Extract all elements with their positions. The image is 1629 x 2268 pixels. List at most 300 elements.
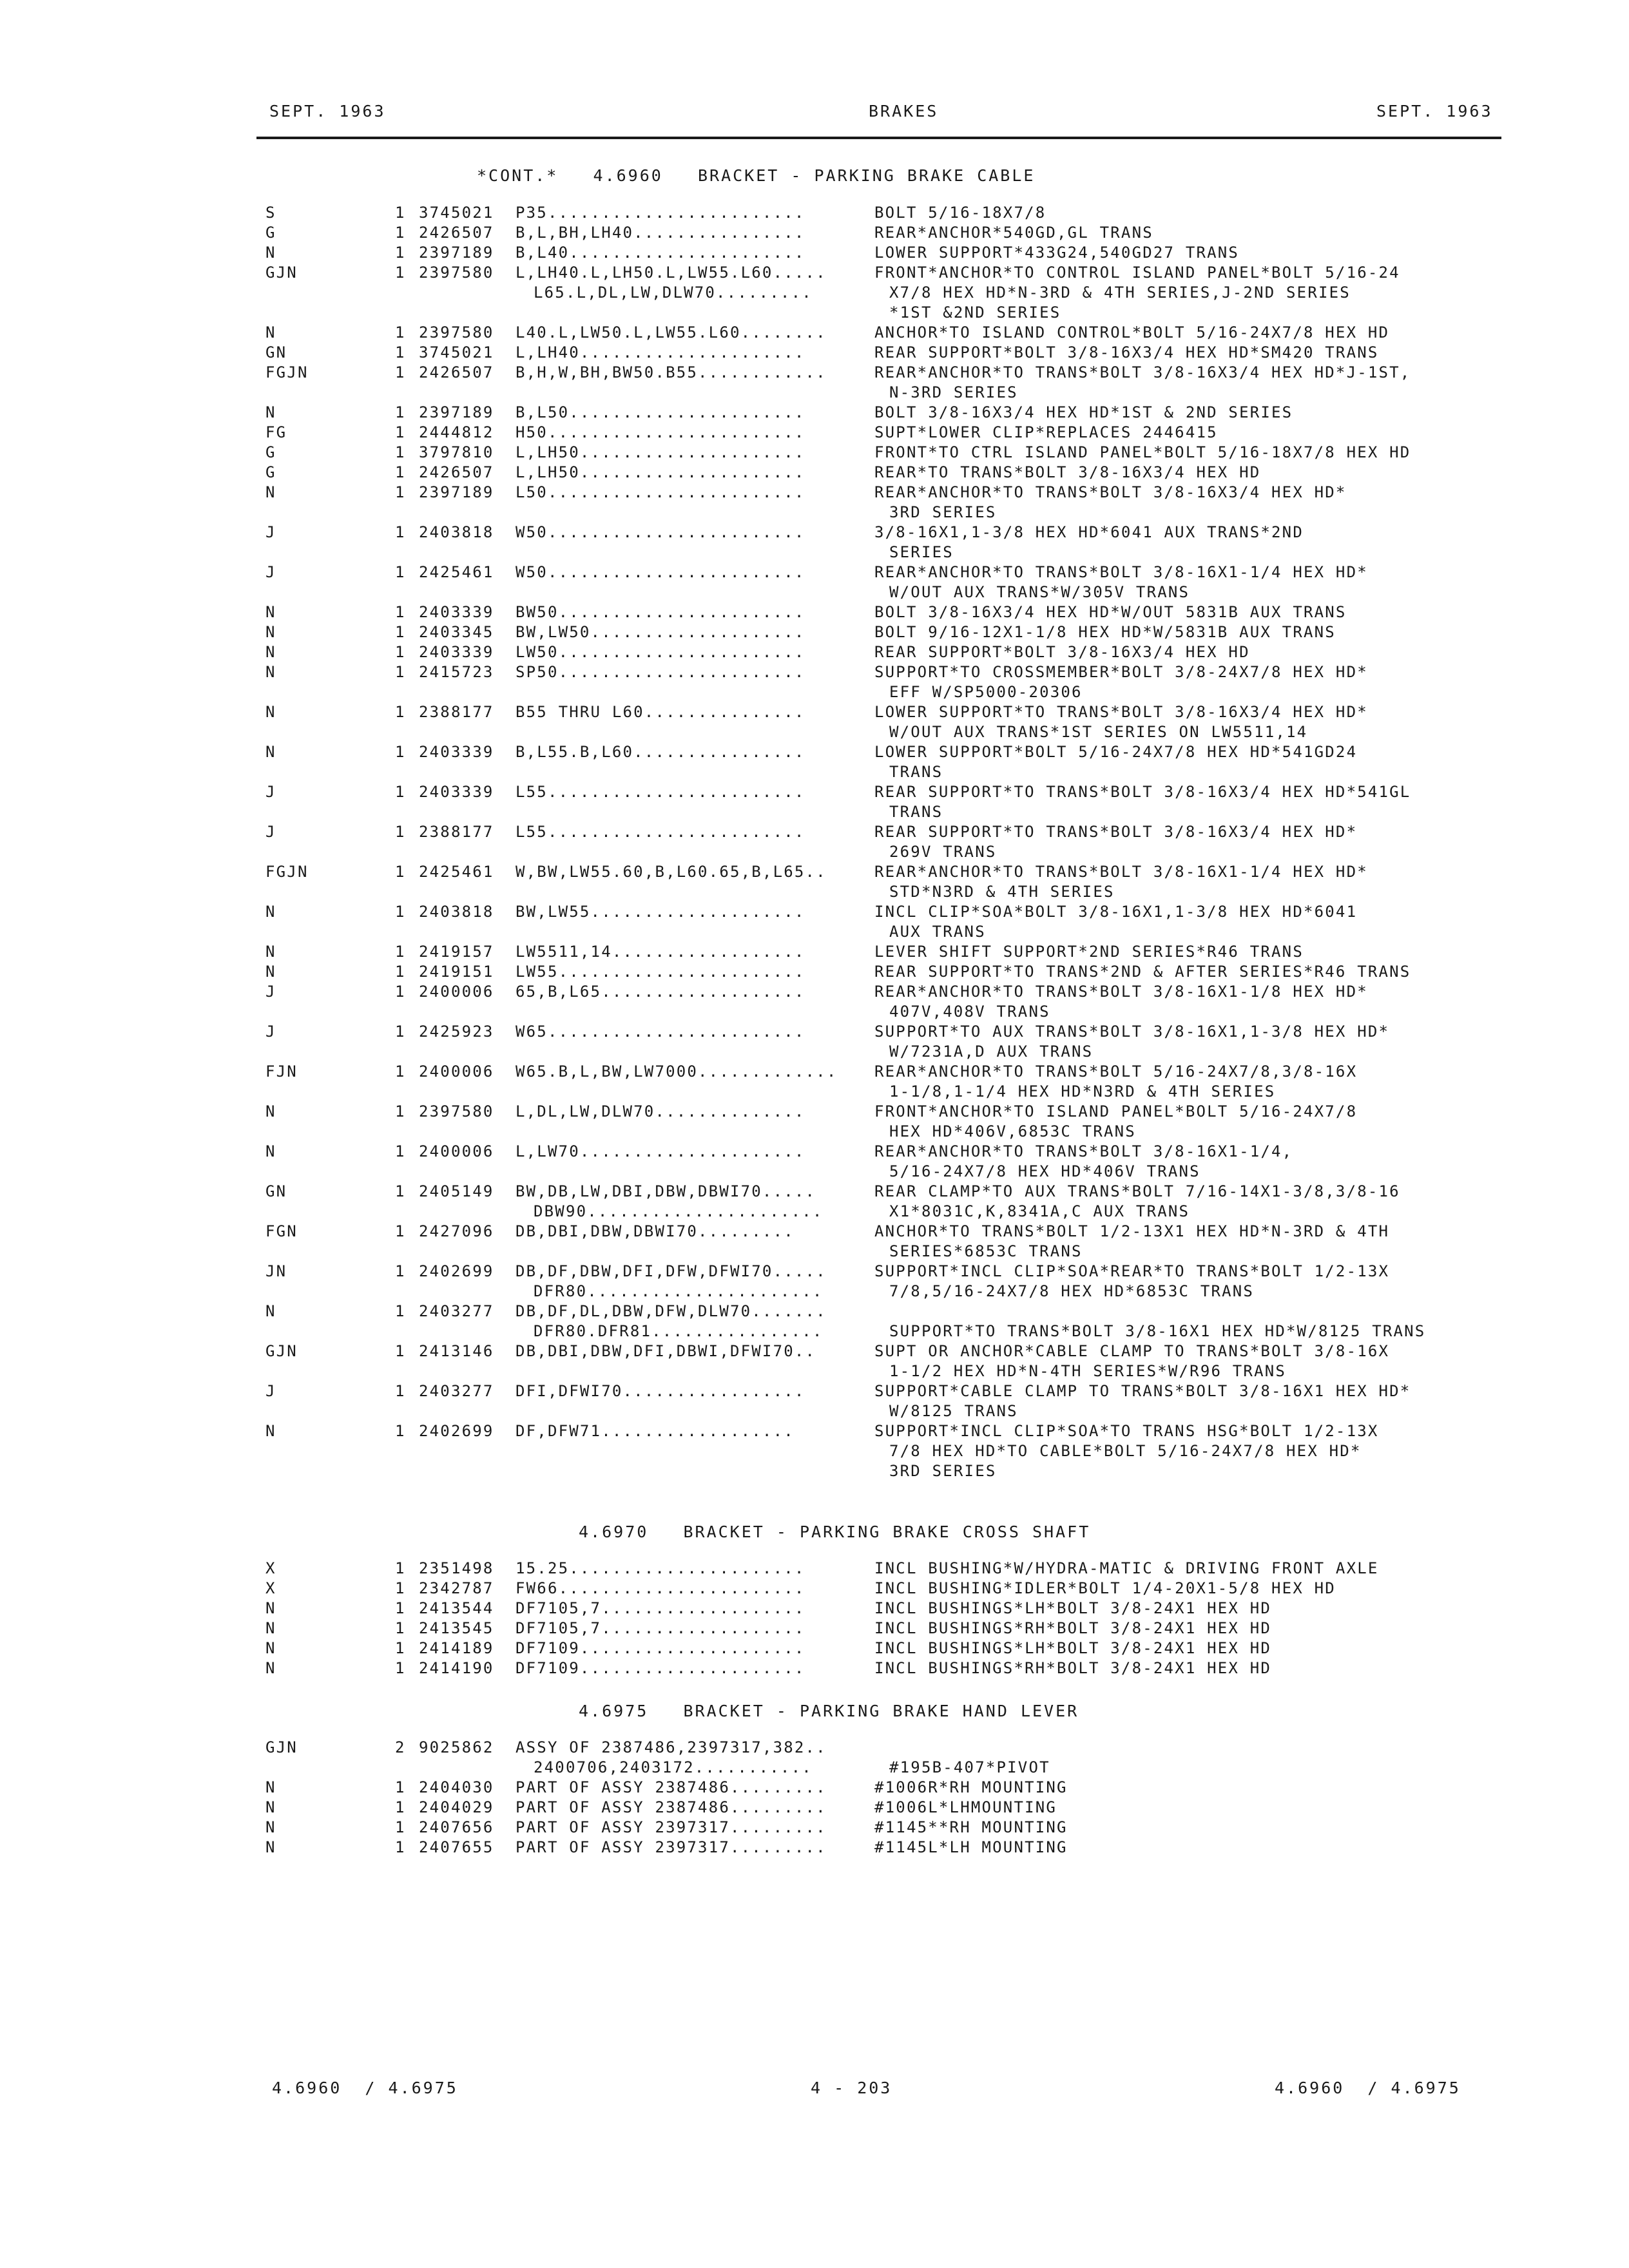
description: LOWER SUPPORT*433G24,540GD27 TRANS: [874, 244, 1240, 262]
page-number: 4 - 203: [811, 2079, 892, 2097]
application: SP50.......................: [516, 663, 805, 681]
description: REAR CLAMP*TO AUX TRANS*BOLT 7/16-14X1-3/8,3/8-16: [874, 1182, 1400, 1200]
parts-code: G: [265, 463, 276, 481]
application: BW,LW50....................: [516, 623, 805, 641]
application: ASSY OF 2387486,2397317,382..: [516, 1738, 827, 1756]
description: 269V TRANS: [889, 843, 997, 861]
description: REAR SUPPORT*TO TRANS*BOLT 3/8-16X3/4 HEX HD*541GL: [874, 783, 1411, 801]
description: 1-1/8,1-1/4 HEX HD*N3RD & 4TH SERIES: [889, 1082, 1276, 1100]
application: DBW90......................: [534, 1202, 824, 1220]
description: TRANS: [889, 763, 943, 781]
table-row: [0, 203, 1629, 223]
application: DF7109.....................: [516, 1659, 805, 1677]
parts-code: N: [265, 1818, 276, 1836]
parts-code: N: [265, 663, 276, 681]
application: L,LH50.....................: [516, 443, 805, 461]
table-row: [0, 1381, 1629, 1401]
table-row: [0, 223, 1629, 243]
part-number: 2342787: [419, 1579, 494, 1597]
table-row: [0, 862, 1629, 882]
application: L,LH40.....................: [516, 343, 805, 361]
part-number: 3797810: [419, 443, 494, 461]
parts-qty: 1: [395, 1639, 406, 1657]
application: BW,LW55....................: [516, 903, 805, 921]
table-row: [0, 1062, 1629, 1082]
part-number: 2425461: [419, 863, 494, 881]
application: LW55.......................: [516, 963, 805, 981]
application: DFR80......................: [534, 1282, 824, 1300]
part-number: 2419151: [419, 963, 494, 981]
description: #1006L*LHMOUNTING: [874, 1798, 1057, 1816]
parts-qty: 1: [395, 1342, 406, 1360]
table-row: [0, 1738, 1629, 1758]
application: LW50.......................: [516, 643, 805, 661]
description: X1*8031C,K,8341A,C AUX TRANS: [889, 1202, 1190, 1220]
parts-code: N: [265, 703, 276, 721]
table-row: [0, 523, 1629, 543]
parts-qty: 1: [395, 663, 406, 681]
part-number: 2413146: [419, 1342, 494, 1360]
application: L,DL,LW,DLW70..............: [516, 1102, 805, 1120]
parts-qty: 1: [395, 523, 406, 541]
application: 15.25......................: [516, 1559, 805, 1577]
parts-code: G: [265, 224, 276, 242]
parts-code: N: [265, 403, 276, 421]
description: TRANS: [889, 803, 943, 821]
table-row: [0, 842, 1629, 862]
parts-qty: 2: [395, 1738, 406, 1756]
parts-code: N: [265, 1599, 276, 1617]
table-row: [0, 562, 1629, 582]
parts-qty: 1: [395, 443, 406, 461]
parts-qty: 1: [395, 903, 406, 921]
parts-code: FGJN: [265, 863, 309, 881]
application: PART OF ASSY 2397317.........: [516, 1818, 827, 1836]
parts-code: S: [265, 204, 276, 222]
part-number: 2419157: [419, 943, 494, 961]
parts-code: J: [265, 1382, 276, 1400]
table-row: [0, 1202, 1629, 1222]
parts-code: J: [265, 783, 276, 801]
parts-code: N: [265, 483, 276, 501]
table-row: [0, 902, 1629, 922]
table-row: [0, 1778, 1629, 1798]
part-number: 2400006: [419, 983, 494, 1001]
parts-qty: 1: [395, 1102, 406, 1120]
application: B,L55.B,L60................: [516, 743, 805, 761]
parts-code: GJN: [265, 264, 298, 282]
parts-code: J: [265, 823, 276, 841]
table-row: [0, 483, 1629, 503]
parts-qty: 1: [395, 264, 406, 282]
part-number: 2397189: [419, 403, 494, 421]
parts-qty: 1: [395, 1142, 406, 1160]
description: SERIES: [889, 543, 954, 561]
parts-code: N: [265, 1142, 276, 1160]
parts-qty: 1: [395, 783, 406, 801]
table-row: [0, 343, 1629, 363]
parts-code: G: [265, 443, 276, 461]
description: 3RD SERIES: [889, 1462, 997, 1480]
parts-code: N: [265, 1422, 276, 1440]
parts-qty: 1: [395, 423, 406, 441]
application: L65.L,DL,LW,DLW70.........: [534, 284, 813, 302]
description: REAR*ANCHOR*TO TRANS*BOLT 3/8-16X1-1/4 HEX HD*: [874, 563, 1368, 581]
parts-code: N: [265, 643, 276, 661]
parts-code: N: [265, 963, 276, 981]
parts-qty: 1: [395, 1302, 406, 1320]
table-row: [0, 1102, 1629, 1122]
parts-qty: 1: [395, 244, 406, 262]
parts-code: N: [265, 1619, 276, 1637]
application: PART OF ASSY 2387486.........: [516, 1798, 827, 1816]
application: W,BW,LW55.60,B,L60.65,B,L65..: [516, 863, 827, 881]
table-row: [0, 383, 1629, 403]
description: REAR*ANCHOR*TO TRANS*BOLT 3/8-16X1-1/4,: [874, 1142, 1293, 1160]
parts-qty: 1: [395, 643, 406, 661]
parts-qty: 1: [395, 1422, 406, 1440]
application: BW50.......................: [516, 603, 805, 621]
part-number: 2404029: [419, 1798, 494, 1816]
table-row: [0, 1361, 1629, 1381]
table-row: [0, 582, 1629, 602]
parts-code: N: [265, 1102, 276, 1120]
parts-code: N: [265, 603, 276, 621]
parts-code: FGJN: [265, 363, 309, 381]
parts-code: N: [265, 743, 276, 761]
application: DB,DBI,DBW,DBWI70.........: [516, 1222, 795, 1240]
application: DB,DF,DL,DBW,DFW,DLW70.......: [516, 1302, 827, 1320]
parts-qty: 1: [395, 1838, 406, 1856]
table-row: [0, 363, 1629, 383]
description: BOLT 9/16-12X1-1/8 HEX HD*W/5831B AUX TRANS: [874, 623, 1336, 641]
description: N-3RD SERIES: [889, 383, 1018, 401]
description: 407V,408V TRANS: [889, 1003, 1050, 1021]
table-row: [0, 1559, 1629, 1579]
parts-code: GN: [265, 1182, 287, 1200]
table-row: [0, 283, 1629, 303]
part-number: 2400006: [419, 1142, 494, 1160]
parts-code: N: [265, 903, 276, 921]
description: BOLT 3/8-16X3/4 HEX HD*1ST & 2ND SERIES: [874, 403, 1293, 421]
part-number: 2414189: [419, 1639, 494, 1657]
parts-code: N: [265, 623, 276, 641]
part-number: 2403818: [419, 903, 494, 921]
parts-qty: 1: [395, 943, 406, 961]
parts-code: FGN: [265, 1222, 298, 1240]
application: H50........................: [516, 423, 805, 441]
description: #1145L*LH MOUNTING: [874, 1838, 1068, 1856]
part-number: 2403339: [419, 643, 494, 661]
description: REAR SUPPORT*TO TRANS*2ND & AFTER SERIES*R46 TRANS: [874, 963, 1411, 981]
table-row: [0, 1619, 1629, 1639]
description: SUPPORT*INCL CLIP*SOA*TO TRANS HSG*BOLT 1/2-13X: [874, 1422, 1379, 1440]
description: REAR SUPPORT*TO TRANS*BOLT 3/8-16X3/4 HEX HD*: [874, 823, 1358, 841]
application: LW5511,14..................: [516, 943, 805, 961]
table-row: [0, 423, 1629, 443]
description: FRONT*TO CTRL ISLAND PANEL*BOLT 5/16-18X7/8 HEX HD: [874, 443, 1411, 461]
description: #195B-407*PIVOT: [889, 1758, 1050, 1776]
description: 7/8,5/16-24X7/8 HEX HD*6853C TRANS: [889, 1282, 1255, 1300]
table-row: [0, 1441, 1629, 1461]
description: SUPT*LOWER CLIP*REPLACES 2446415: [874, 423, 1218, 441]
parts-code: X: [265, 1559, 276, 1577]
description: *1ST &2ND SERIES: [889, 303, 1061, 322]
parts-code: J: [265, 523, 276, 541]
description: FRONT*ANCHOR*TO ISLAND PANEL*BOLT 5/16-24X7/8: [874, 1102, 1358, 1120]
table-row: [0, 443, 1629, 463]
part-number: 2397580: [419, 264, 494, 282]
application: L,LH40.L,LH50.L,LW55.L60.....: [516, 264, 827, 282]
table-row: [0, 323, 1629, 343]
part-number: 2397580: [419, 323, 494, 341]
parts-code: JN: [265, 1262, 287, 1280]
application: B55 THRU L60...............: [516, 703, 805, 721]
parts-qty: 1: [395, 323, 406, 341]
part-number: 2388177: [419, 823, 494, 841]
parts-code: N: [265, 1639, 276, 1657]
description: REAR*TO TRANS*BOLT 3/8-16X3/4 HEX HD: [874, 463, 1261, 481]
part-number: 2400006: [419, 1062, 494, 1081]
application: L,LH50.....................: [516, 463, 805, 481]
description: SUPPORT*CABLE CLAMP TO TRANS*BOLT 3/8-16X1 HEX HD*: [874, 1382, 1411, 1400]
part-number: 2403339: [419, 603, 494, 621]
parts-qty: 1: [395, 363, 406, 381]
parts-code: N: [265, 1659, 276, 1677]
table-row: [0, 503, 1629, 523]
parts-qty: 1: [395, 1262, 406, 1280]
table-row: [0, 543, 1629, 562]
parts-qty: 1: [395, 1559, 406, 1577]
section-title-4-6960: *CONT.* 4.6960 BRACKET - PARKING BRAKE CABLE: [477, 166, 1036, 185]
description: 7/8 HEX HD*TO CABLE*BOLT 5/16-24X7/8 HEX HD*: [889, 1442, 1362, 1460]
description: INCL BUSHINGS*RH*BOLT 3/8-24X1 HEX HD: [874, 1619, 1272, 1637]
table-row: [0, 882, 1629, 902]
description: ANCHOR*TO TRANS*BOLT 1/2-13X1 HEX HD*N-3RD & 4TH: [874, 1222, 1390, 1240]
table-row: [0, 1082, 1629, 1102]
table-row: [0, 1142, 1629, 1162]
parts-code: N: [265, 1838, 276, 1856]
application: DF7109.....................: [516, 1639, 805, 1657]
table-row: [0, 1321, 1629, 1341]
description: SUPPORT*TO AUX TRANS*BOLT 3/8-16X1,1-3/8 HEX HD*: [874, 1023, 1390, 1041]
parts-qty: 1: [395, 463, 406, 481]
part-number: 2403345: [419, 623, 494, 641]
parts-qty: 1: [395, 1222, 406, 1240]
part-number: 2403277: [419, 1302, 494, 1320]
application: L55........................: [516, 823, 805, 841]
parts-qty: 1: [395, 563, 406, 581]
parts-qty: 1: [395, 703, 406, 721]
application: DF7105,7...................: [516, 1619, 805, 1637]
part-number: 2404030: [419, 1778, 494, 1796]
description: REAR*ANCHOR*TO TRANS*BOLT 3/8-16X3/4 HEX HD*: [874, 483, 1347, 501]
footer-range-left: 4.6960 / 4.6975: [272, 2079, 458, 2097]
parts-code: N: [265, 323, 276, 341]
description: SUPT OR ANCHOR*CABLE CLAMP TO TRANS*BOLT 3/8-16X: [874, 1342, 1390, 1360]
description: SUPPORT*TO TRANS*BOLT 3/8-16X1 HEX HD*W/8125 TRANS: [889, 1322, 1426, 1340]
table-row: [0, 263, 1629, 283]
parts-qty: 1: [395, 343, 406, 361]
description: REAR*ANCHOR*TO TRANS*BOLT 3/8-16X3/4 HEX HD*J-1ST,: [874, 363, 1411, 381]
part-number: 2426507: [419, 224, 494, 242]
table-row: [0, 1222, 1629, 1242]
parts-qty: 1: [395, 623, 406, 641]
part-number: 2388177: [419, 703, 494, 721]
description: 5/16-24X7/8 HEX HD*406V TRANS: [889, 1162, 1200, 1180]
parts-qty: 1: [395, 1599, 406, 1617]
section-title-4-6975: 4.6975 BRACKET - PARKING BRAKE HAND LEVER: [579, 1702, 1079, 1720]
application: PART OF ASSY 2397317.........: [516, 1838, 827, 1856]
table-row: [0, 622, 1629, 642]
part-number: 2426507: [419, 363, 494, 381]
table-row: [0, 303, 1629, 323]
description: 1-1/2 HEX HD*N-4TH SERIES*W/R96 TRANS: [889, 1362, 1287, 1380]
table-row: [0, 702, 1629, 722]
application: DF,DFW71..................: [516, 1422, 795, 1440]
parts-qty: 1: [395, 863, 406, 881]
table-row: [0, 403, 1629, 423]
description: W/OUT AUX TRANS*1ST SERIES ON LW5511,14: [889, 723, 1308, 741]
description: W/8125 TRANS: [889, 1402, 1018, 1420]
description: SUPPORT*INCL CLIP*SOA*REAR*TO TRANS*BOLT 1/2-13X: [874, 1262, 1390, 1280]
part-number: 2407656: [419, 1818, 494, 1836]
application: 2400706,2403172...........: [534, 1758, 813, 1776]
parts-code: GN: [265, 343, 287, 361]
parts-qty: 1: [395, 1798, 406, 1816]
description: 3/8-16X1,1-3/8 HEX HD*6041 AUX TRANS*2ND: [874, 523, 1304, 541]
description: REAR SUPPORT*BOLT 3/8-16X3/4 HEX HD: [874, 643, 1250, 661]
description: X7/8 HEX HD*N-3RD & 4TH SERIES,J-2ND SERIES: [889, 284, 1351, 302]
table-row: [0, 1599, 1629, 1619]
description: EFF W/SP5000-20306: [889, 683, 1083, 701]
application: P35........................: [516, 204, 805, 222]
application: 65,B,L65...................: [516, 983, 805, 1001]
description: REAR*ANCHOR*TO TRANS*BOLT 3/8-16X1-1/8 HEX HD*: [874, 983, 1368, 1001]
application: L,LW70.....................: [516, 1142, 805, 1160]
parts-code: GJN: [265, 1342, 298, 1360]
description: #1145**RH MOUNTING: [874, 1818, 1068, 1836]
parts-table-4-6975: [0, 1738, 1629, 1858]
table-row: [0, 1818, 1629, 1838]
part-number: 2403818: [419, 523, 494, 541]
part-number: 2403339: [419, 783, 494, 801]
part-number: 2444812: [419, 423, 494, 441]
table-row: [0, 1639, 1629, 1658]
description: FRONT*ANCHOR*TO CONTROL ISLAND PANEL*BOLT 5/16-24: [874, 264, 1400, 282]
parts-qty: 1: [395, 1023, 406, 1041]
part-number: 2402699: [419, 1262, 494, 1280]
description: 3RD SERIES: [889, 503, 997, 521]
part-number: 2427096: [419, 1222, 494, 1240]
description: REAR*ANCHOR*540GD,GL TRANS: [874, 224, 1153, 242]
parts-qty: 1: [395, 743, 406, 761]
part-number: 2403339: [419, 743, 494, 761]
application: B,L50......................: [516, 403, 805, 421]
part-number: 2403277: [419, 1382, 494, 1400]
application: L55........................: [516, 783, 805, 801]
table-row: [0, 1421, 1629, 1441]
part-number: 2405149: [419, 1182, 494, 1200]
part-number: 2397580: [419, 1102, 494, 1120]
part-number: 2407655: [419, 1838, 494, 1856]
application: DFR80.DFR81................: [534, 1322, 824, 1340]
parts-code: J: [265, 983, 276, 1001]
parts-qty: 1: [395, 603, 406, 621]
application: W65........................: [516, 1023, 805, 1041]
description: LEVER SHIFT SUPPORT*2ND SERIES*R46 TRANS: [874, 943, 1304, 961]
application: DB,DBI,DBW,DFI,DBWI,DFWI70..: [516, 1342, 816, 1360]
header-rule: [256, 137, 1501, 139]
table-row: [0, 1122, 1629, 1142]
table-row: [0, 1461, 1629, 1481]
application: B,H,W,BH,BW50.B55............: [516, 363, 827, 381]
application: W65.B,L,BW,LW7000.............: [516, 1062, 838, 1081]
part-number: 3745021: [419, 343, 494, 361]
parts-code: N: [265, 244, 276, 262]
parts-table-4-6960: [0, 203, 1629, 1481]
table-row: [0, 922, 1629, 942]
parts-qty: 1: [395, 983, 406, 1001]
parts-qty: 1: [395, 1818, 406, 1836]
table-row: [0, 243, 1629, 263]
table-row: [0, 802, 1629, 822]
table-row: [0, 962, 1629, 982]
parts-code: FJN: [265, 1062, 298, 1081]
table-row: [0, 1658, 1629, 1678]
application: B,L,BH,LH40................: [516, 224, 805, 242]
part-number: 9025862: [419, 1738, 494, 1756]
description: INCL BUSHINGS*LH*BOLT 3/8-24X1 HEX HD: [874, 1639, 1272, 1657]
application: PART OF ASSY 2387486.........: [516, 1778, 827, 1796]
description: SUPPORT*TO CROSSMEMBER*BOLT 3/8-24X7/8 HEX HD*: [874, 663, 1368, 681]
description: REAR*ANCHOR*TO TRANS*BOLT 3/8-16X1-1/4 HEX HD*: [874, 863, 1368, 881]
table-row: [0, 1341, 1629, 1361]
part-number: 2414190: [419, 1659, 494, 1677]
description: W/7231A,D AUX TRANS: [889, 1043, 1094, 1061]
parts-qty: 1: [395, 1659, 406, 1677]
parts-qty: 1: [395, 224, 406, 242]
table-row: [0, 1242, 1629, 1262]
parts-code: FG: [265, 423, 287, 441]
description: INCL CLIP*SOA*BOLT 3/8-16X1,1-3/8 HEX HD*6041: [874, 903, 1358, 921]
parts-table-4-6970: [0, 1559, 1629, 1678]
table-row: [0, 942, 1629, 962]
parts-code: N: [265, 1778, 276, 1796]
description: ANCHOR*TO ISLAND CONTROL*BOLT 5/16-24X7/8 HEX HD: [874, 323, 1390, 341]
parts-code: N: [265, 1798, 276, 1816]
table-row: [0, 1162, 1629, 1182]
table-row: [0, 1302, 1629, 1321]
application: DB,DF,DBW,DFI,DFW,DFWI70.....: [516, 1262, 827, 1280]
description: LOWER SUPPORT*BOLT 5/16-24X7/8 HEX HD*541GD24: [874, 743, 1358, 761]
table-row: [0, 1579, 1629, 1599]
description: AUX TRANS: [889, 923, 986, 941]
application: DFI,DFWI70.................: [516, 1382, 805, 1400]
table-row: [0, 1022, 1629, 1042]
description: #1006R*RH MOUNTING: [874, 1778, 1068, 1796]
part-number: 2402699: [419, 1422, 494, 1440]
parts-code: X: [265, 1579, 276, 1597]
application: BW,DB,LW,DBI,DBW,DBWI70.....: [516, 1182, 816, 1200]
section-title-4-6970: 4.6970 BRACKET - PARKING BRAKE CROSS SHAFT: [579, 1523, 1091, 1541]
table-row: [0, 642, 1629, 662]
table-row: [0, 1042, 1629, 1062]
table-row: [0, 1182, 1629, 1202]
application: W50........................: [516, 563, 805, 581]
table-row: [0, 1798, 1629, 1818]
part-number: 2413545: [419, 1619, 494, 1637]
